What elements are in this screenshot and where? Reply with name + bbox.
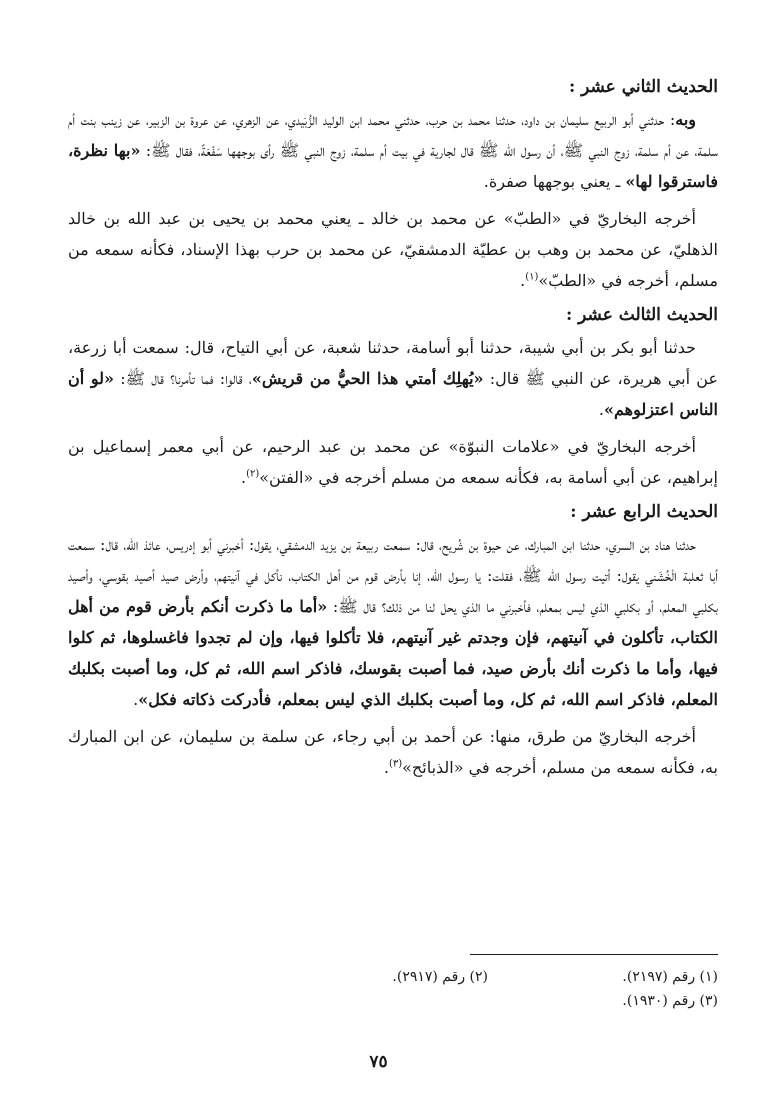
hadith-12-section <box>68 74 718 296</box>
text-run: حدثنا هناد بن السري، حدثنا ابن المبارك، عن حيوة بن شُريح، قال: سمعت ربيعة بن يزيد الدمشقي، يقول: أخبرني أبو إدريس، عائذ الله، قال: سمعت أبا ثعلبة الْخُشَني يقول: أتيت رسول الله ﷺ، فقلت: يا رسول الله، إنا بأرض قوم من أهل الكتاب، نأكل في آنيتهم، وأرض صيد أصيد بقوسي، وأصيد بكلبي المعلم، أو بكلبي الذي ليس بمعلم، فأخبرني ما الذي يحل لنا من ذلك؟ قال ﷺ: <box>68 535 719 616</box>
hadith-14-heading: الحديث الرابع عشر : <box>570 502 718 522</box>
takhrij-end: . <box>520 271 526 290</box>
footnote-ref: (٣) <box>388 758 403 770</box>
page-number: ٧٥ <box>369 1052 388 1072</box>
hadith-12-heading: الحديث الثاني عشر : <box>568 77 718 97</box>
takhrij-end: . <box>383 758 389 777</box>
hadith-13-heading: الحديث الثالث عشر : <box>565 305 718 325</box>
hadith-13-text <box>68 332 718 425</box>
takhrij-text: أخرجه البخاريّ في «الطبّ» عن محمد بن خالد ـ يعني محمد بن يحيى بن عبد الله بن خالد الذهليّ، عن محمد بن وهب بن عطيّة الدمشقيّ، عن محمد بن حرب بهذا الإسناد، فكأنه سمعه من مسلم، أخرجه في «الطبّ» <box>68 209 718 290</box>
text-run: ، قالوا: فما تأمرنا؟ قال ﷺ: <box>114 369 252 388</box>
footnote-3: (٣) رقم (١٩٣٠). <box>622 993 718 1009</box>
prophetic-quote: «أما ما ذكرت أنكم بأرض قوم من أهل الكتاب، تأكلون في آنيتهم، فإن وجدتم غير آنيتهم، فلا تأكلوا فيها، وإن لم تجدوا فاغسلوها، ثم كلوا فيها، وأما ما ذكرت أنك بأرض صيد، فما أصبت بقوسك، فاذكر اسم الله، ثم كل، وما أصبت بكلبك المعلم، فاذكر اسم الله، ثم كل، وما أصبت بكلبك الذي ليس بمعلم، فأدركت ذكاته فكل» <box>68 597 718 709</box>
hadith-14-takhrij <box>68 721 718 783</box>
text-run: ، فقال ﷺ: <box>140 141 201 160</box>
text-run: : حدثني أبو الربيع سليمان بن داود، حدثنا محمد بن حرب، حدثني محمد ابن الوليد الزُّبَيدي، عن الزهري، عن عروة بن الزبير، عن زينب بنت أم سلمة، عن أم سلمة، زوج النبي ﷺ، أن رسول الله ﷺ قال لجارية في بيت أم سلمة، زوج النبي ﷺ رأى بوجهها <box>68 110 719 160</box>
footnote-1: (١) رقم (٢١٩٧). <box>622 969 718 985</box>
text-run: . <box>133 690 139 709</box>
text-run: ـ يعني بوجهها صفرة. <box>483 172 626 191</box>
prophetic-quote: «يُهلِك أمتي هذا الحيُّ من قريش» <box>251 369 484 388</box>
takhrij-end: . <box>240 468 247 487</box>
hadith-12-takhrij <box>68 203 718 296</box>
footnote-row <box>68 965 718 989</box>
takhrij-text: أخرجه البخاريّ في «علامات النبوّة» عن محمد بن عبد الرحيم، عن أبي معمر إسماعيل بن إبراهيم، عن أبي أسامة به، فكأنه سمعه من مسلم أخرجه في «الفتن» <box>68 437 718 487</box>
text-run: حدثنا أبو بكر بن أبي شيبة، حدثنا أبو أسامة، حدثنا شعبة، عن أبي التياح، قال: سمعت أبا زرعة، عن أبي هريرة، عن النبي ﷺ قال: <box>68 338 719 388</box>
footnote-ref: (١) <box>525 271 539 283</box>
footnote-ref: (٢) <box>246 468 260 480</box>
text-run: سَفْعَةً <box>200 141 223 160</box>
text-run: . <box>598 400 604 419</box>
hadith-12-text <box>68 104 718 197</box>
footnote-2: (٢) رقم (٢٩١٧). <box>392 969 488 985</box>
takhrij-text: أخرجه البخاريّ من طرق، منها: عن أحمد بن أبي رجاء، عن سلمة بن سليمان، عن ابن المبارك به، فكأنه سمعه من مسلم، أخرجه في «الذبائح» <box>68 727 718 777</box>
page-body <box>68 74 718 789</box>
footnote-row <box>68 989 718 1013</box>
hadith-14-text <box>68 529 718 715</box>
hadith-14-section <box>68 499 718 783</box>
footnotes <box>68 965 718 1013</box>
hadith-13-takhrij <box>68 431 718 493</box>
prophetic-quote: «لو أن الناس اعتزلوهم» <box>68 369 718 419</box>
footnote-divider <box>470 954 718 955</box>
hadith-13-section <box>68 302 718 493</box>
prophetic-quote: «بها نظرة، فاسترقوا لها» <box>68 141 718 191</box>
text-run: وبه <box>675 110 696 129</box>
